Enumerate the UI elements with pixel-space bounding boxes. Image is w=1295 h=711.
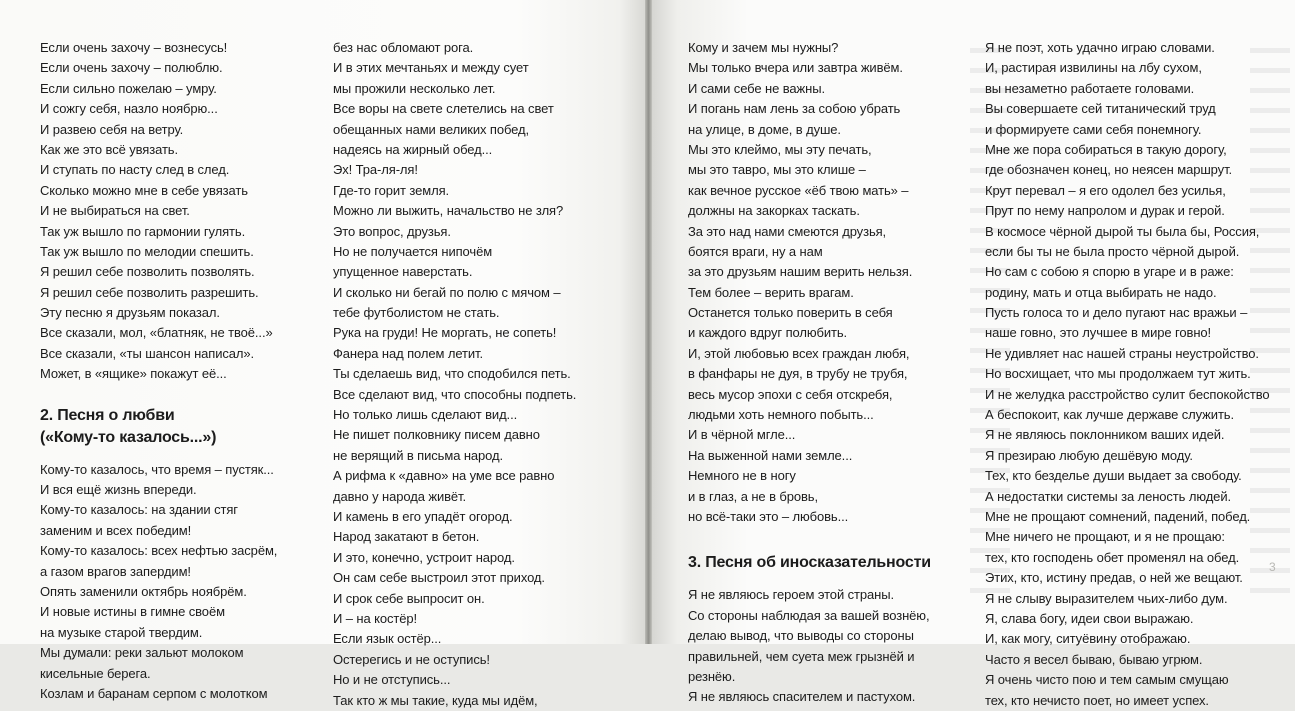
text-line: Эх! Тра-ля-ля! — [333, 162, 418, 178]
text-line: людьми хоть немного побыть... — [688, 407, 874, 423]
text-line: Все сделают вид, что способны подпеть. — [333, 386, 577, 402]
text-line: Я презираю любую дешёвую моду. — [985, 447, 1193, 463]
text-line: Но и не отступись... — [333, 672, 451, 688]
text-line: И сожгу себя, назло ноябрю... — [40, 101, 218, 117]
text-line: Народ закатают в бетон. — [333, 529, 480, 545]
text-line: кисельные берега. — [40, 665, 151, 681]
verse-block — [688, 585, 973, 707]
text-line: И ступать по насту след в след. — [40, 162, 230, 178]
text-line: заменим и всех победим! — [40, 522, 192, 538]
left-column-1 — [40, 38, 320, 704]
text-line: в фанфары не дуя, в трубу не трубя, — [688, 366, 908, 382]
text-line: Часто я весел бываю, бываю угрюм. — [985, 651, 1203, 667]
text-line: Он сам себе выстроил этот приход. — [333, 570, 545, 586]
text-line: тебе футболистом не стать. — [333, 305, 500, 321]
song-heading — [688, 552, 973, 574]
text-line: давно у народа живёт. — [333, 488, 466, 504]
text-line: и в глаз, а не в бровь, — [688, 488, 818, 504]
text-line: И вся ещё жизнь впереди. — [40, 482, 197, 498]
right-page — [652, 0, 1295, 708]
text-line: Можно ли выжить, начальство не зля? — [333, 203, 564, 219]
text-line: Может, в «ящике» покажут её... — [40, 366, 227, 382]
text-line: наше говно, это лучшее в мире говно! — [985, 325, 1212, 341]
text-line: Я не являюсь героем этой страны. — [688, 587, 894, 603]
text-line: вы незаметно работаете головами. — [985, 80, 1195, 96]
text-line: резнёю. — [688, 668, 736, 684]
text-line: И сколько ни бегай по полю с мячом – — [333, 284, 561, 300]
text-line: Я не являюсь спасителем и пастухом. — [688, 689, 916, 705]
text-line: Все сказали, «ты шансон написал». — [40, 345, 255, 361]
text-line: И, как могу, ситуёвину отображаю. — [985, 631, 1191, 647]
page-number: 3 — [1269, 560, 1276, 574]
text-line: Опять заменили октябрь ноябрём. — [40, 583, 247, 599]
text-line: Но не получается нипочём — [333, 243, 493, 259]
text-line: но всё-таки это – любовь... — [688, 508, 849, 524]
text-line: И новые истины в гимне своём — [40, 604, 225, 620]
text-line: Этих, кто, истину предав, о ней же вещают. — [985, 570, 1243, 586]
text-line: Ты сделаешь вид, что сподобился петь. — [333, 366, 571, 382]
text-line: Но восхищает, что мы продолжаем тут жить. — [985, 366, 1251, 382]
text-line: А рифма к «давно» на уме все равно — [333, 468, 555, 484]
text-line: надеясь на жирный обед... — [333, 141, 493, 157]
text-line: Крут перевал – я его одолел без усилья, — [985, 182, 1226, 198]
text-line: родину, мать и отца выбирать не надо. — [985, 284, 1217, 300]
text-line: Со стороны наблюдая за вашей вознёю, — [688, 607, 930, 623]
text-line: должны на закорках таскать. — [688, 203, 860, 219]
text-line: На выженной нами земле... — [688, 447, 853, 463]
text-line: тех, кто господень обет променял на обед. — [985, 549, 1240, 565]
text-line: Как же это всё увязать. — [40, 141, 178, 157]
text-line: Мне ничего не прощают, и я не прощаю: — [985, 529, 1225, 545]
text-line: Остерегись и не оступись! — [333, 651, 490, 667]
text-line: и каждого вдруг полюбить. — [688, 325, 848, 341]
text-line: и формируете сами себя понемногу. — [985, 121, 1202, 137]
text-line: Рука на груди! Не моргать, не сопеть! — [333, 325, 557, 341]
text-line: И, растирая извилины на лбу сухом, — [985, 60, 1202, 76]
text-line: Не удивляет нас нашей страны неустройство. — [985, 345, 1259, 361]
text-line: не верящий в письма народ. — [333, 447, 504, 463]
text-line: Сколько можно мне в себе увязать — [40, 182, 248, 198]
text-line: Я очень чисто пою и тем самым смущаю — [985, 672, 1229, 688]
text-line: тех, кто нечисто поет, но имеет успех. — [985, 692, 1209, 708]
text-line: А недостатки системы за леность людей. — [985, 488, 1231, 504]
right-column-2 — [985, 38, 1285, 711]
text-line: И не выбираться на свет. — [40, 203, 190, 219]
text-line: Мы это клеймо, мы эту печать, — [688, 141, 872, 157]
verse-block — [688, 38, 973, 527]
text-line: Кому-то казалось: на здании стяг — [40, 502, 238, 518]
text-line: И это, конечно, устроит народ. — [333, 549, 515, 565]
text-line: Все воры на свете слетелись на свет — [333, 101, 554, 117]
text-line: как вечное русское «ёб твою мать» – — [688, 182, 909, 198]
text-line: Я не поэт, хоть удачно играю словами. — [985, 40, 1215, 55]
text-line: Эту песню я друзьям показал. — [40, 305, 220, 321]
song-heading — [40, 405, 320, 449]
text-line: Если очень захочу – вознесусь! — [40, 40, 228, 55]
text-line: Мы только вчера или завтра живём. — [688, 60, 903, 76]
text-line: Тех, кто безделье души выдает за свободу. — [985, 468, 1242, 484]
text-line: Если сильно пожелаю – умру. — [40, 80, 217, 96]
text-line: Немного не в ногу — [688, 468, 796, 484]
text-line: мы прожили несколько лет. — [333, 80, 496, 96]
text-line: Козлам и баранам серпом с молотком — [40, 685, 268, 701]
text-line: делаю вывод, что выводы со стороны — [688, 628, 914, 644]
text-line: За это над нами смеются друзья, — [688, 223, 887, 239]
text-line: Так кто ж мы такие, куда мы идём, — [333, 692, 538, 708]
text-line: Не пишет полковнику писем давно — [333, 427, 540, 443]
text-line: Где-то горит земля. — [333, 182, 450, 198]
text-line: Так уж вышло по гармонии гулять. — [40, 223, 246, 239]
text-line: за это друзьям нашим верить нельзя. — [688, 264, 913, 280]
text-line: Но только лишь сделают вид... — [333, 407, 518, 423]
text-line: Прут по нему напролом и дурак и герой. — [985, 203, 1225, 219]
text-line: Мы думали: реки зальют молоком — [40, 645, 244, 661]
text-line: И в этих мечтаньях и между сует — [333, 60, 529, 76]
left-page — [0, 0, 645, 708]
text-line: 2. Песня о любви — [40, 406, 175, 424]
text-line: И не желудка расстройство сулит беспокойство — [985, 386, 1270, 402]
text-line: Тем более – верить врагам. — [688, 284, 854, 300]
text-line: («Кому-то казалось...») — [40, 428, 217, 446]
text-line: весь мусор эпохи с себя отскребя, — [688, 386, 893, 402]
text-line: И погань нам лень за собою убрать — [688, 101, 901, 117]
text-line: Я, слава богу, идеи свои выражаю. — [985, 610, 1194, 626]
text-line: мы это тавро, мы это клише – — [688, 162, 866, 178]
text-line: Если очень захочу – полюблю. — [40, 60, 223, 76]
verse-block — [40, 38, 320, 385]
verse-block — [40, 460, 320, 705]
text-line: Мне не прощают сомнений, падений, побед. — [985, 508, 1251, 524]
text-line: боятся враги, ну а нам — [688, 243, 823, 259]
text-line: на улице, в доме, в душе. — [688, 121, 841, 137]
text-line: без нас обломают рога. — [333, 40, 474, 55]
text-line: Все сказали, мол, «блатняк, не твоё...» — [40, 325, 273, 341]
text-line: обещанных нами великих побед, — [333, 121, 529, 137]
text-line: И развею себя на ветру. — [40, 121, 184, 137]
text-line: Так уж вышло по мелодии спешить. — [40, 243, 254, 259]
text-line: Но сам с собою я спорю в угаре и в раже: — [985, 264, 1234, 280]
right-column-1 — [688, 38, 973, 708]
text-line: Вы совершаете сей титанический труд — [985, 101, 1216, 117]
text-line: Я решил себе позволить позволять. — [40, 264, 255, 280]
text-line: 3. Песня об иносказательности — [688, 554, 931, 572]
text-line: если бы ты не была просто чёрной дырой. — [985, 243, 1240, 259]
text-line: А беспокоит, как лучше державе служить. — [985, 407, 1234, 423]
text-line: И в чёрной мгле... — [688, 427, 796, 443]
text-line: Кому и зачем мы нужны? — [688, 40, 839, 55]
text-line: Я не слыву выразителем чьих-либо дум. — [985, 590, 1228, 606]
left-column-2 — [333, 38, 633, 711]
text-line: Я решил себе позволить разрешить. — [40, 284, 259, 300]
text-line: Это вопрос, друзья. — [333, 223, 451, 239]
text-line: правильней, чем суета меж грызнёй и — [688, 648, 915, 664]
text-line: где обозначен конец, но неясен маршрут. — [985, 162, 1232, 178]
text-line: Кому-то казалось: всех нефтью засрём, — [40, 543, 278, 559]
text-line: В космосе чёрной дырой ты была бы, Россия, — [985, 223, 1260, 239]
text-line: И, этой любовью всех граждан любя, — [688, 345, 910, 361]
text-line: Останется только поверить в себя — [688, 305, 893, 321]
text-line: Кому-то казалось, что время – пустяк... — [40, 461, 274, 477]
text-line: на музыке старой твердим. — [40, 624, 203, 640]
book-gutter — [645, 0, 652, 644]
text-line: И сами себе не важны. — [688, 80, 825, 96]
text-line: Фанера над полем летит. — [333, 345, 483, 361]
text-line: И – на костёр! — [333, 610, 418, 626]
text-line: Я не являюсь поклонником ваших идей. — [985, 427, 1225, 443]
text-line: И камень в его упадёт огород. — [333, 508, 513, 524]
text-line: Если язык остёр... — [333, 631, 442, 647]
text-line: а газом врагов запердим! — [40, 563, 191, 579]
text-line: Мне же пора собираться в такую дорогу, — [985, 141, 1227, 157]
text-line: Пусть голоса то и дело пугают нас вражьи – — [985, 305, 1248, 321]
text-line: упущенное наверстать. — [333, 264, 473, 280]
text-line: И срок себе выпросит он. — [333, 590, 485, 606]
